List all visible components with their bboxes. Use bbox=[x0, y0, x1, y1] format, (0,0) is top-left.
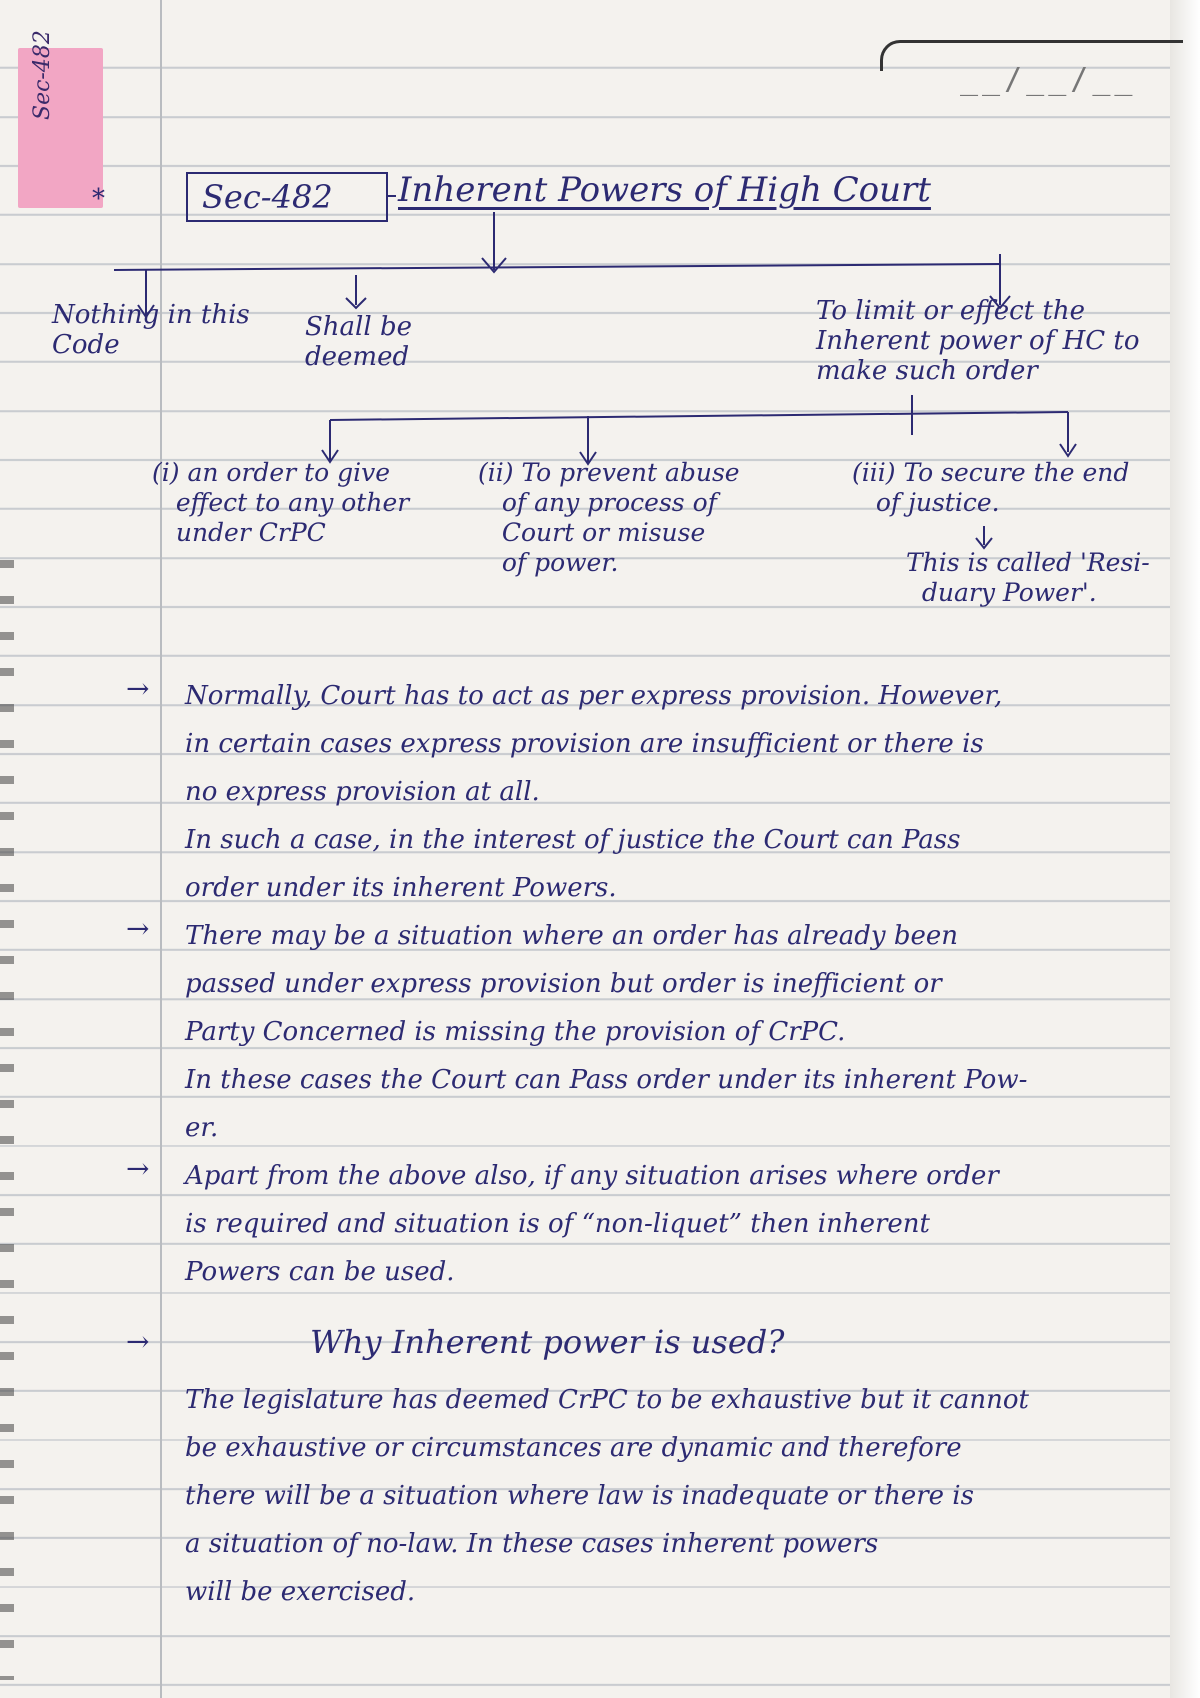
paragraph-these-cases: In these cases the Court can Pass order under its inherent Pow- er. bbox=[185, 1065, 1028, 1143]
bullet-arrow: → bbox=[126, 1152, 150, 1185]
paragraph-situation: There may be a situation where an order has already been passed under express provision but order is inefficient or Party Concerned is missing the provision of CrPC. bbox=[185, 921, 959, 1047]
branch-shall-be-deemed: Shall be deemed bbox=[305, 312, 412, 372]
branch-bar bbox=[114, 264, 1000, 270]
bullet-arrow: → bbox=[126, 912, 150, 945]
purpose-give-effect: (i) an order to give effect to any other under CrPC bbox=[152, 458, 410, 547]
star-mark: * bbox=[92, 184, 105, 214]
purpose-prevent-abuse: (ii) To prevent abuse of any process of Court or misuse of power. bbox=[478, 458, 740, 577]
purpose-bar bbox=[330, 412, 1068, 420]
page-title: Inherent Powers of High Court bbox=[398, 170, 931, 210]
purpose-secure-justice: (iii) To secure the end of justice. bbox=[852, 458, 1130, 517]
branch-limit-inherent-power: To limit or effect the Inherent power of HC to make such order bbox=[816, 296, 1140, 386]
paragraph-normally: Normally, Court has to act as per express provision. However, in certain cases express provision are insufficient or there is no express provision at all. bbox=[185, 681, 1003, 807]
bullet-arrow: → bbox=[126, 672, 150, 705]
bullet-arrow: → bbox=[126, 1325, 150, 1358]
paragraph-such-case: In such a case, in the interest of justice the Court can Pass order under its inherent Powers. bbox=[185, 825, 961, 903]
paragraph-legislature: The legislature has deemed CrPC to be exhaustive but it cannot be exhaustive or circumstances are dynamic and therefore there will be a situation where law is inadequate or there is a situation of no-law. In these cases inherent powers will be exercised. bbox=[185, 1385, 1029, 1607]
sticky-tab-label: Sec-482 bbox=[30, 30, 55, 120]
branch-nothing-in-code: Nothing in this Code bbox=[52, 300, 250, 360]
question-heading: Why Inherent power is used? bbox=[310, 1323, 785, 1361]
section-number: Sec-482 bbox=[202, 178, 333, 216]
residuary-power-note: This is called 'Resi- duary Power'. bbox=[906, 548, 1150, 607]
paragraph-non-liquet: Apart from the above also, if any situation arises where order is required and situation is of “non-liquet” then inherent Powers can be used. bbox=[185, 1161, 999, 1287]
date-field: __/__/__ bbox=[960, 62, 1137, 97]
